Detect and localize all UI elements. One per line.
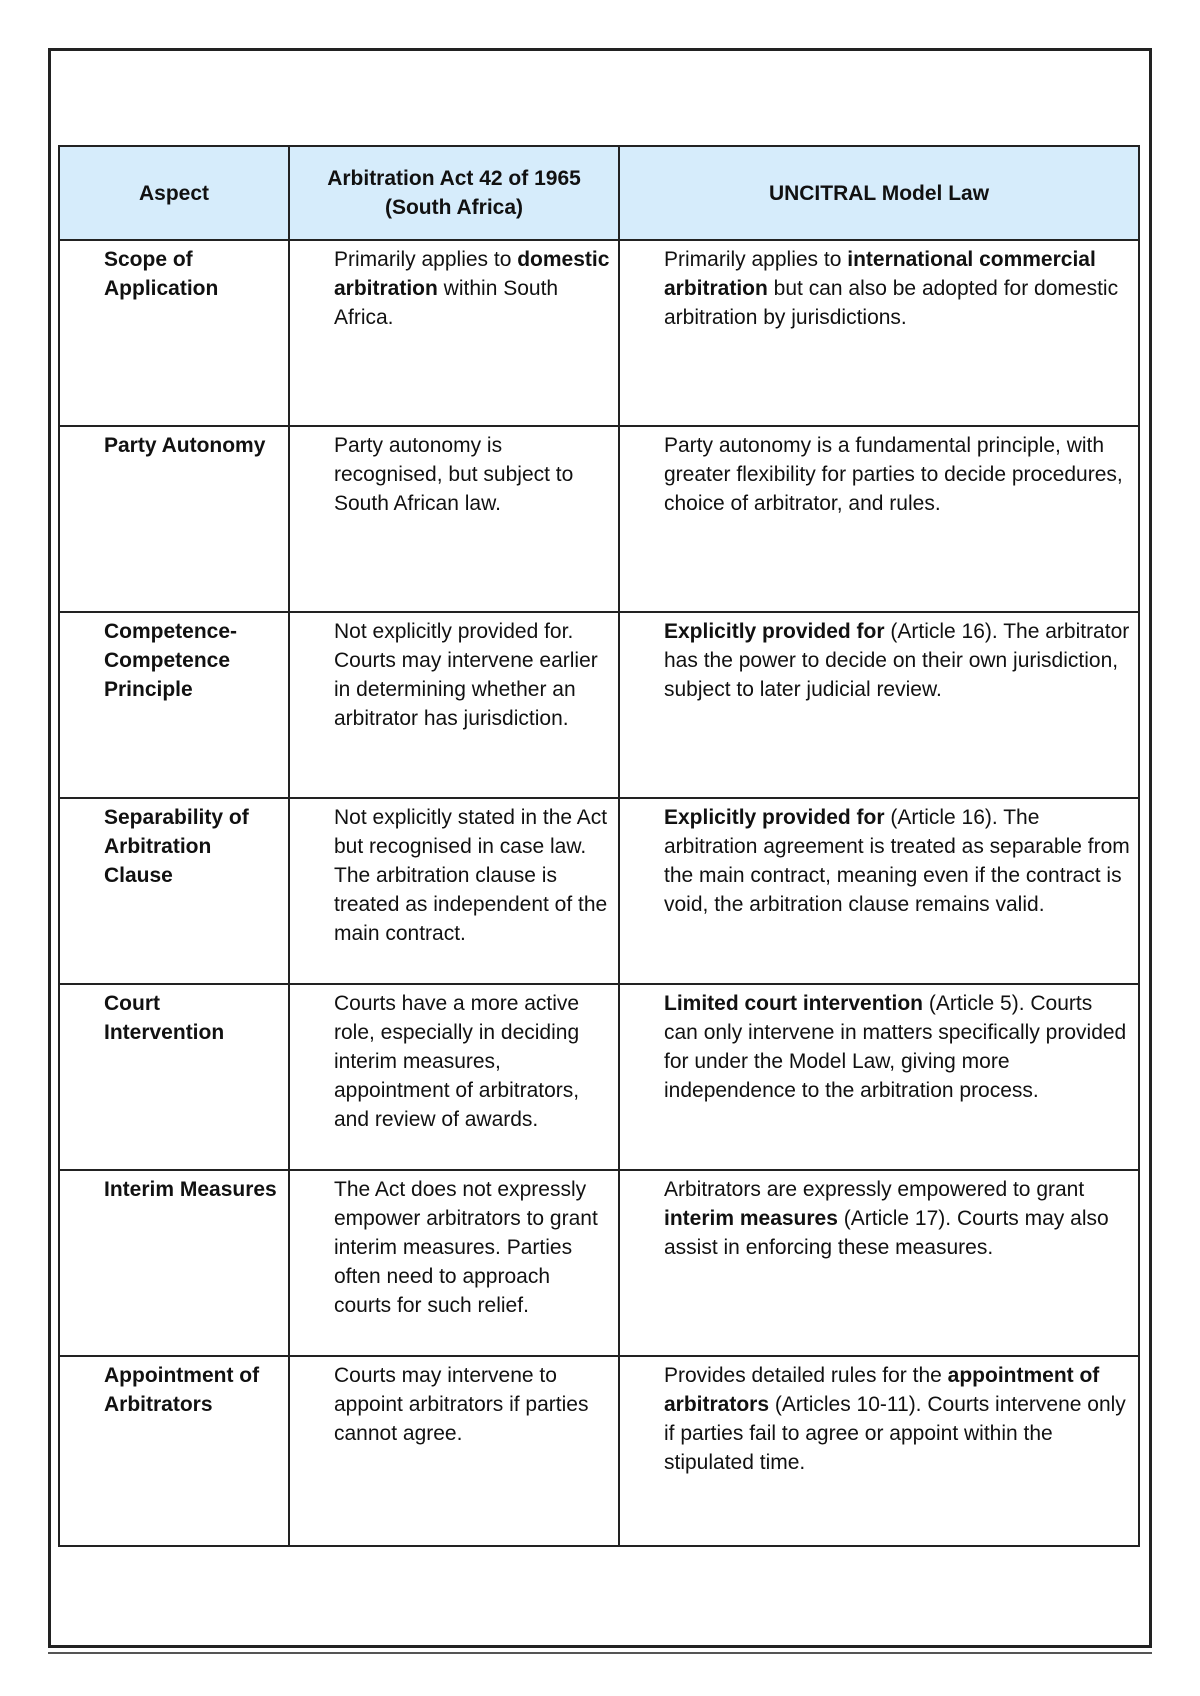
- cell-aspect: Court Intervention: [59, 984, 289, 1170]
- table-row: [59, 1170, 1139, 1356]
- cell-arbitration-act: Courts may intervene to appoint arbitrators if parties cannot agree.: [289, 1356, 619, 1546]
- cell-arbitration-act: The Act does not expressly empower arbitrators to grant interim measures. Parties often need to approach courts for such relief.: [289, 1170, 619, 1356]
- cell-arbitration-act: Primarily applies to domestic arbitration within South Africa.: [289, 240, 619, 426]
- table-row: [59, 426, 1139, 612]
- cell-uncitral: Explicitly provided for (Article 16). The arbitrator has the power to decide on their own jurisdiction, subject to later judicial review.: [619, 612, 1139, 798]
- cell-uncitral: Primarily applies to international commercial arbitration but can also be adopted for domestic arbitration by jurisdictions.: [619, 240, 1139, 426]
- cell-aspect: Party Autonomy: [59, 426, 289, 612]
- bold-term: appointment of arbitrators: [664, 1364, 1100, 1416]
- table-row: [59, 798, 1139, 984]
- cell-arbitration-act: Not explicitly provided for. Courts may intervene earlier in determining whether an arbitrator has jurisdiction.: [289, 612, 619, 798]
- cell-uncitral: Explicitly provided for (Article 16). The arbitration agreement is treated as separable from the main contract, meaning even if the contract is void, the arbitration clause remains valid.: [619, 798, 1139, 984]
- table-row: [59, 240, 1139, 426]
- cell-aspect: Interim Measures: [59, 1170, 289, 1356]
- cell-arbitration-act: Courts have a more active role, especially in deciding interim measures, appointment of arbitrators, and review of awards.: [289, 984, 619, 1170]
- cell-arbitration-act: Not explicitly stated in the Act but recognised in case law. The arbitration clause is treated as independent of the main contract.: [289, 798, 619, 984]
- cell-aspect: Separability of Arbitration Clause: [59, 798, 289, 984]
- header-arbitration-act: Arbitration Act 42 of 1965 (South Africa): [289, 146, 619, 240]
- bold-term: Explicitly provided for: [664, 806, 885, 829]
- table-header-row: [59, 146, 1139, 240]
- table-row: [59, 1356, 1139, 1546]
- cell-uncitral: Arbitrators are expressly empowered to grant interim measures (Article 17). Courts may also assist in enforcing these measures.: [619, 1170, 1139, 1356]
- cell-aspect: Appointment of Arbitrators: [59, 1356, 289, 1546]
- cell-aspect: Scope of Application: [59, 240, 289, 426]
- table-row: [59, 612, 1139, 798]
- bold-term: international commercial arbitration: [664, 248, 1096, 300]
- cell-uncitral: Limited court intervention (Article 5). Courts can only intervene in matters specifically provided for under the Model Law, giving more independence to the arbitration process.: [619, 984, 1139, 1170]
- bold-term: Explicitly provided for: [664, 620, 885, 643]
- cell-uncitral: Party autonomy is a fundamental principle, with greater flexibility for parties to decide procedures, choice of arbitrator, and rules.: [619, 426, 1139, 612]
- cell-arbitration-act: Party autonomy is recognised, but subject to South African law.: [289, 426, 619, 612]
- header-uncitral: UNCITRAL Model Law: [619, 146, 1139, 240]
- table-row: [59, 984, 1139, 1170]
- bold-term: Limited court intervention: [664, 992, 924, 1015]
- cell-uncitral: Provides detailed rules for the appointment of arbitrators (Articles 10-11). Courts intervene only if parties fail to agree or appoint within the stipulated time.: [619, 1356, 1139, 1546]
- cell-aspect: Competence-Competence Principle: [59, 612, 289, 798]
- bold-term: domestic arbitration: [334, 248, 610, 300]
- bold-term: interim measures: [664, 1207, 838, 1230]
- header-aspect: Aspect: [59, 146, 289, 240]
- comparison-table: [58, 145, 1140, 1547]
